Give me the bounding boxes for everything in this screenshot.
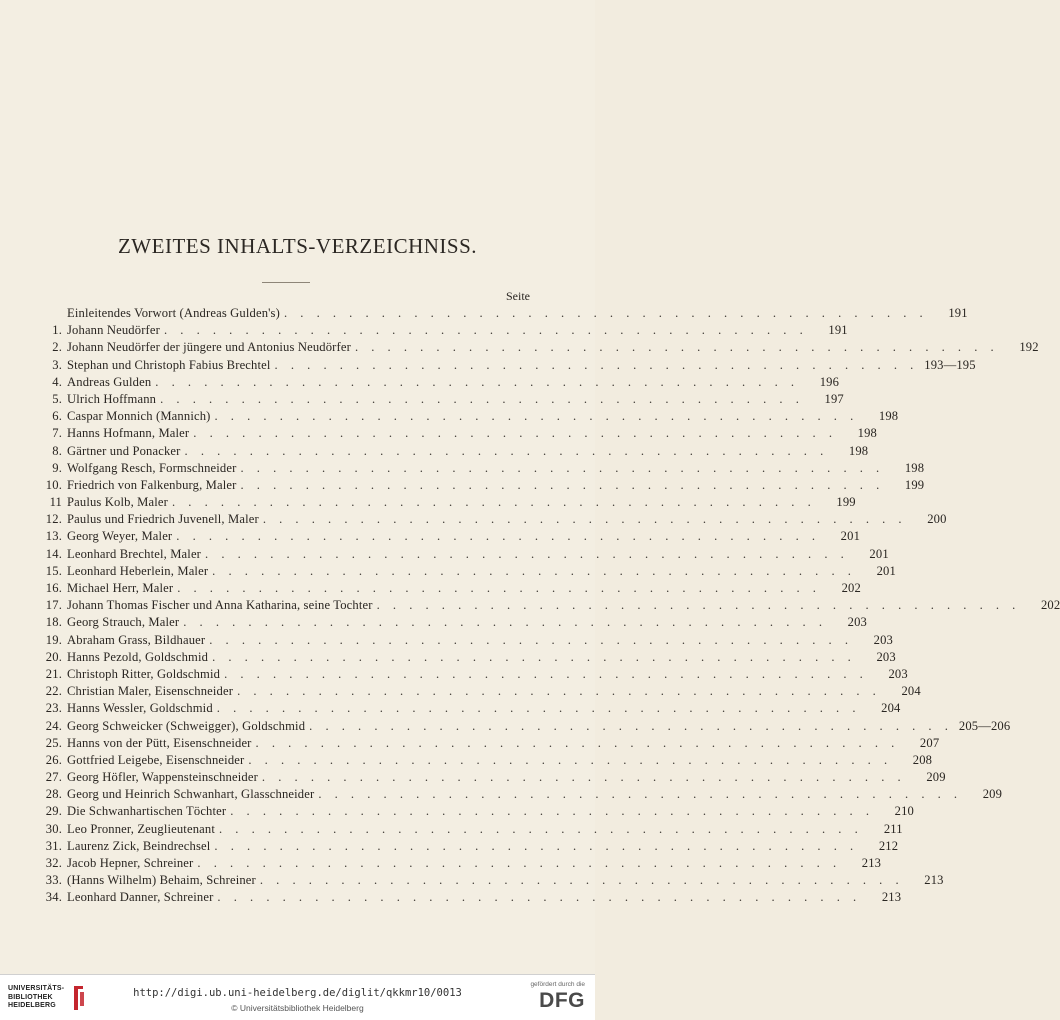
toc-entry — [36, 803, 914, 820]
entry-number: 12. — [45, 512, 62, 527]
dot-leader: . . . . . . . . . . . . . . . . . . . . . . . . . . . . . . . . . . . . . . . . — [183, 615, 827, 630]
toc-entry — [36, 408, 899, 425]
entry-title: Michael Herr, Maler — [67, 581, 174, 595]
entry-page-number: 203 — [888, 666, 908, 681]
entry-number: 10. — [45, 477, 62, 492]
entry-title: Ulrich Hoffmann — [67, 391, 157, 406]
entry-title: Leonhard Heberlein, Maler — [67, 563, 209, 578]
entry-title: Stephan und Christoph Fabius Brechtel — [67, 357, 271, 372]
dot-leader: . . . . . . . . . . . . . . . . . . . . . . . . . . . . . . . . . . . . . . . . — [212, 649, 856, 664]
entry-page-number: 192 — [1019, 340, 1039, 355]
toc-entry — [36, 443, 869, 460]
entry-title: Jacob Hepner, Schreiner — [67, 856, 194, 870]
entry-number: 5. — [52, 391, 62, 406]
copyright-notice: © Universitätsbibliothek Heidelberg — [231, 1003, 364, 1013]
entry-page-number: 198 — [857, 426, 877, 441]
dot-leader: . . . . . . . . . . . . . . . . . . . . . . . . . . . . . . . . . . . . . . . . — [172, 495, 816, 510]
entry-number: 15. — [45, 563, 62, 578]
toc-entry — [36, 838, 899, 855]
entry-title: Gottfried Leigebe, Eisenschneider — [67, 752, 245, 767]
entry-number: 21. — [45, 666, 62, 681]
toc-entry — [36, 700, 901, 717]
entry-title: Abraham Grass, Bildhauer — [67, 632, 206, 647]
entry-number: 27. — [45, 770, 62, 785]
entry-title: Leonhard Danner, Schreiner — [67, 890, 214, 905]
entry-title: Georg und Heinrich Schwanhart, Glasschneider — [67, 787, 315, 802]
toc-entry — [36, 563, 896, 580]
entry-page-number: 208 — [912, 752, 933, 767]
entry-number: 2. — [52, 340, 62, 355]
entry-title: Die Schwanhartischen Töchter — [67, 804, 227, 819]
entry-number: 34. — [45, 890, 62, 905]
entry-title: Gärtner und Ponacker — [67, 443, 181, 458]
entry-number: 13. — [45, 529, 62, 544]
toc-entry — [36, 872, 944, 889]
entry-page-number: 209 — [926, 770, 946, 785]
entry-number: 25. — [45, 735, 62, 750]
dot-leader: . . . . . . . . . . . . . . . . . . . . . . . . . . . . . . . . . . . . . . . . — [318, 787, 963, 802]
toc-entry — [36, 614, 867, 631]
entry-page-number: 200 — [927, 512, 947, 527]
title-rule — [262, 282, 310, 283]
entry-page-number: 196 — [819, 374, 840, 389]
permalink-url[interactable]: http://digi.ub.uni-heidelberg.de/diglit/qkkmr10/0013 — [133, 987, 462, 999]
dot-leader: . . . . . . . . . . . . . . . . . . . . . . . . . . . . . . . . . . . . . . . . — [205, 546, 849, 561]
entry-page-number: 203 — [873, 632, 893, 647]
entry-number: 19. — [45, 632, 62, 647]
entry-number: 26. — [45, 752, 62, 767]
entry-title: Leo Pronner, Zeuglieutenant — [67, 821, 215, 836]
entry-page-number: 198 — [848, 443, 869, 458]
toc-entry — [36, 649, 896, 666]
dot-leader: . . . . . . . . . . . . . . . . . . . . . . . . . . . . . . . . . . . . . . . . — [217, 890, 862, 905]
entry-number: 4. — [52, 374, 62, 389]
entry-number: 7. — [52, 426, 62, 441]
dot-leader: . . . . . . . . . . . . . . . . . . . . . . . . . . . . . . . . . . . . . . . . — [209, 632, 853, 647]
dot-leader: . . . . . . . . . . . . . . . . . . . . . . . . . . . . . . . . . . . . . . . . — [240, 477, 885, 492]
entry-title: Hanns Hofmann, Maler — [67, 426, 190, 441]
entry-page-number: 203 — [876, 649, 896, 664]
entry-page-number: 199 — [904, 477, 925, 492]
dot-leader: . . . . . . . . . . . . . . . . . . . . . . . . . . . . . . . . . . . . . . . . — [309, 718, 953, 733]
dot-leader: . . . . . . . . . . . . . . . . . . . . . . . . . . . . . . . . . . . . . . . . — [262, 512, 907, 527]
entry-page-number: 213 — [924, 873, 944, 888]
dot-leader: . . . . . . . . . . . . . . . . . . . . . . . . . . . . . . . . . . . . . . . . — [255, 735, 900, 750]
entry-title: Friedrich von Falkenburg, Maler — [67, 477, 237, 492]
toc-entry — [36, 580, 861, 597]
entry-title: Hanns von der Pütt, Eisenschneider — [67, 735, 252, 750]
entry-title: Johann Neudörfer — [67, 323, 160, 338]
entry-number: 14. — [45, 546, 62, 561]
entry-number: 30. — [45, 821, 62, 836]
toc-entry — [36, 597, 1060, 614]
toc-entry — [36, 718, 1011, 735]
dot-leader: . . . . . . . . . . . . . . . . . . . . . . . . . . . . . . . . . . . . . . . . — [354, 340, 999, 355]
toc-entry — [36, 546, 889, 563]
entry-page-number: 198 — [904, 460, 925, 475]
entry-number: 22. — [45, 684, 62, 699]
entry-page-number: 204 — [881, 701, 901, 716]
entry-page-number: 210 — [894, 804, 914, 819]
entry-page-number: 202 — [841, 581, 861, 595]
entry-title: Georg Schweicker (Schweigger), Goldschmid — [67, 718, 306, 733]
entry-title: Christoph Ritter, Goldschmid — [67, 666, 221, 681]
entry-number: 32. — [45, 856, 62, 870]
entry-page-number: 201 — [840, 529, 861, 544]
toc-entry — [36, 357, 976, 374]
toc-entry — [36, 305, 968, 322]
entry-number: 23. — [45, 701, 62, 716]
toc-entry — [36, 425, 877, 442]
entry-title: Georg Höfler, Wappensteinschneider — [67, 770, 258, 785]
dot-leader: . . . . . . . . . . . . . . . . . . . . . . . . . . . . . . . . . . . . . . . . — [197, 856, 842, 870]
dot-leader: . . . . . . . . . . . . . . . . . . . . . . . . . . . . . . . . . . . . . . . . — [184, 443, 829, 458]
entry-page-number: 201 — [869, 546, 889, 561]
dot-leader: . . . . . . . . . . . . . . . . . . . . . . . . . . . . . . . . . . . . . . . . — [259, 873, 904, 888]
entry-title: Johann Neudörfer der jüngere und Antonius Neudörfer — [67, 340, 351, 355]
entry-page-number: 205—206 — [958, 718, 1011, 733]
entry-title: Einleitendes Vorwort (Andreas Gulden's) — [67, 306, 280, 320]
dot-leader: . . . . . . . . . . . . . . . . . . . . . . . . . . . . . . . . . . . . . . . . — [163, 323, 808, 338]
entry-title: Paulus und Friedrich Juvenell, Maler — [67, 512, 259, 527]
toc-entry — [36, 374, 840, 391]
toc-entry — [36, 511, 947, 528]
entry-page-number: 203 — [847, 615, 867, 630]
entry-title: Hanns Wessler, Goldschmid — [67, 701, 213, 716]
entry-title: Andreas Gulden — [67, 374, 152, 389]
table-of-contents — [36, 305, 1060, 907]
dot-leader: . . . . . . . . . . . . . . . . . . . . . . . . . . . . . . . . . . . . . . . . — [218, 821, 863, 836]
dot-leader: . . . . . . . . . . . . . . . . . . . . . . . . . . . . . . . . . . . . . . . . — [230, 804, 874, 819]
library-name: UNIVERSITÄTS- BIBLIOTHEK HEIDELBERG — [8, 985, 65, 1010]
page-column-header: Seite — [506, 289, 530, 303]
entry-title: Georg Strauch, Maler — [67, 615, 180, 630]
entry-number: 24. — [45, 718, 62, 733]
entry-number: 9. — [52, 460, 62, 475]
entry-number: 31. — [45, 838, 62, 853]
entry-page-number: 212 — [878, 838, 899, 853]
entry-page-number: 191 — [828, 323, 848, 338]
toc-entry — [36, 855, 882, 872]
dot-leader: . . . . . . . . . . . . . . . . . . . . . . . . . . . . . . . . . . . . . . . . — [248, 752, 893, 767]
entry-page-number: 191 — [948, 306, 968, 320]
entry-page-number: 199 — [836, 495, 856, 510]
entry-page-number: 209 — [982, 787, 1003, 802]
entry-page-number: 211 — [883, 821, 903, 836]
dot-leader: . . . . . . . . . . . . . . . . . . . . . . . . . . . . . . . . . . . . . . . . — [155, 374, 800, 389]
dot-leader: . . . . . . . . . . . . . . . . . . . . . . . . . . . . . . . . . . . . . . . . — [212, 563, 856, 578]
entry-number: 16. — [45, 581, 62, 595]
entry-page-number: 193—195 — [924, 357, 976, 372]
entry-number: 17. — [45, 598, 62, 613]
toc-entry — [36, 528, 861, 545]
toc-entry — [36, 889, 902, 906]
dfg-logo[interactable]: DFG — [539, 989, 585, 1012]
dot-leader: . . . . . . . . . . . . . . . . . . . . . . . . . . . . . . . . . . . . . . . . — [240, 460, 885, 475]
entry-title: Paulus Kolb, Maler — [67, 495, 168, 510]
entry-page-number: 213 — [861, 856, 882, 870]
entry-title: Leonhard Brechtel, Maler — [67, 546, 202, 561]
entry-number: 20. — [45, 649, 62, 664]
entry-page-number: 201 — [876, 563, 896, 578]
entry-page-number: 198 — [878, 409, 899, 424]
toc-entry — [36, 821, 903, 838]
entry-page-number: 207 — [919, 735, 940, 750]
entry-page-number: 204 — [901, 684, 921, 699]
entry-number: 29. — [45, 804, 62, 819]
toc-entry — [36, 769, 946, 786]
entry-title: Laurenz Zick, Beindrechsel — [67, 838, 211, 853]
entry-number: 6. — [52, 409, 62, 424]
toc-entry — [36, 322, 848, 339]
entry-title: Caspar Monnich (Mannich) — [67, 409, 211, 424]
entry-page-number: 213 — [881, 890, 902, 905]
dot-leader: . . . . . . . . . . . . . . . . . . . . . . . . . . . . . . . . . . . . . . . . — [274, 357, 919, 372]
entry-title: Wolfgang Resch, Formschneider — [67, 460, 237, 475]
toc-entry — [36, 494, 856, 511]
toc-entry — [36, 339, 1039, 356]
entry-title: Georg Weyer, Maler — [67, 529, 173, 544]
dot-leader: . . . . . . . . . . . . . . . . . . . . . . . . . . . . . . . . . . . . . . . . — [214, 838, 859, 853]
dot-leader: . . . . . . . . . . . . . . . . . . . . . . . . . . . . . . . . . . . . . . . . — [193, 426, 837, 441]
entry-page-number: 202 — [1040, 598, 1060, 613]
entry-title: (Hanns Wilhelm) Behaim, Schreiner — [67, 873, 256, 888]
entry-number: 18. — [45, 615, 62, 630]
toc-entry — [36, 666, 908, 683]
dot-leader: . . . . . . . . . . . . . . . . . . . . . . . . . . . . . . . . . . . . . . . . — [283, 306, 928, 320]
toc-entry — [36, 683, 921, 700]
dot-leader: . . . . . . . . . . . . . . . . . . . . . . . . . . . . . . . . . . . . . . . . — [237, 684, 881, 699]
toc-entry — [36, 632, 893, 649]
toc-entry — [36, 391, 844, 408]
entry-page-number: 197 — [824, 391, 844, 406]
entry-number: 8. — [52, 443, 62, 458]
dot-leader: . . . . . . . . . . . . . . . . . . . . . . . . . . . . . . . . . . . . . . . . — [160, 391, 804, 406]
page-title: ZWEITES INHALTS-VERZEICHNISS. — [117, 234, 478, 258]
entry-title: Johann Thomas Fischer und Anna Katharina, seine Tochter — [67, 598, 373, 613]
entry-number: 33. — [45, 873, 62, 888]
toc-entry — [36, 735, 940, 752]
toc-entry — [36, 477, 925, 494]
dot-leader: . . . . . . . . . . . . . . . . . . . . . . . . . . . . . . . . . . . . . . . . — [176, 529, 821, 544]
toc-entry — [36, 752, 933, 769]
entry-number: 11 — [49, 495, 62, 510]
entry-number: 3. — [52, 357, 62, 372]
dot-leader: . . . . . . . . . . . . . . . . . . . . . . . . . . . . . . . . . . . . . . . . — [261, 770, 906, 785]
entry-title: Christian Maler, Eisenschneider — [67, 684, 234, 699]
dot-leader: . . . . . . . . . . . . . . . . . . . . . . . . . . . . . . . . . . . . . . . . — [177, 581, 821, 595]
toc-entry — [36, 460, 925, 477]
dot-leader: . . . . . . . . . . . . . . . . . . . . . . . . . . . . . . . . . . . . . . . . — [376, 598, 1021, 613]
toc-entry — [36, 786, 1003, 803]
dot-leader: . . . . . . . . . . . . . . . . . . . . . . . . . . . . . . . . . . . . . . . . — [214, 409, 859, 424]
funder-label: gefördert durch die — [530, 981, 585, 988]
entry-number: 1. — [52, 323, 62, 338]
dot-leader: . . . . . . . . . . . . . . . . . . . . . . . . . . . . . . . . . . . . . . . . — [224, 666, 868, 681]
viewer-footer — [0, 974, 595, 1020]
dot-leader: . . . . . . . . . . . . . . . . . . . . . . . . . . . . . . . . . . . . . . . . — [216, 701, 861, 716]
entry-title: Hanns Pezold, Goldschmid — [67, 649, 209, 664]
entry-number: 28. — [45, 787, 62, 802]
